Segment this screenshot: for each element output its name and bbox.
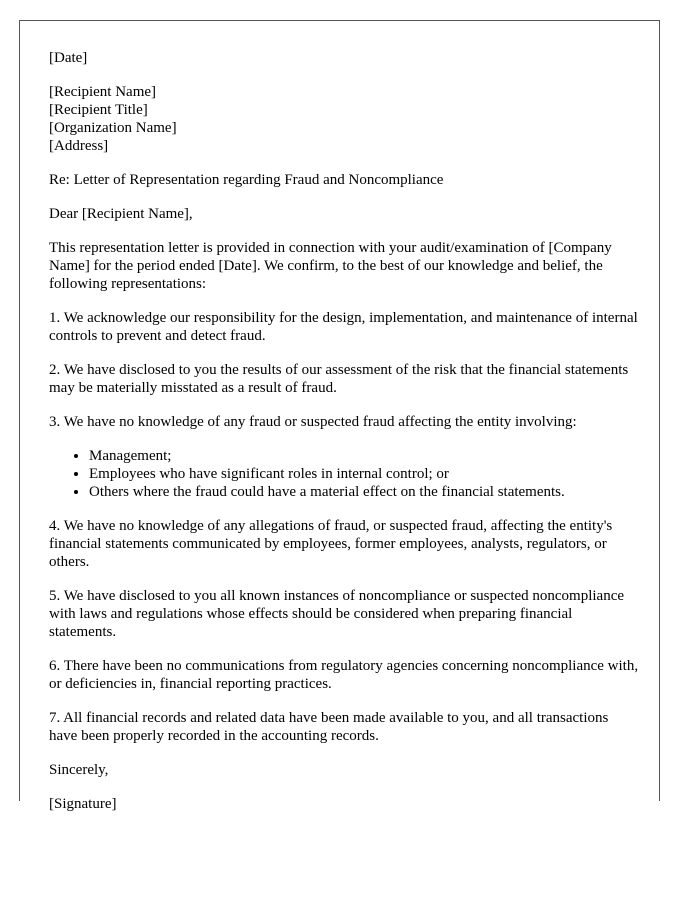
list-item: • Others where the fraud could have a material effect on the financial statements. — [89, 483, 639, 501]
closing: Sincerely, — [49, 762, 109, 778]
representation-item: 3. We have no knowledge of any fraud or suspected fraud affecting the entity involving: — [49, 414, 577, 430]
representation-item: 4. We have no knowledge of any allegations of fraud, or suspected fraud, affecting the entity's financial statements communicated by employees, former employees, analysts, regulators, or others. — [49, 518, 613, 570]
salutation: Dear [Recipient Name], — [49, 206, 193, 222]
subject-line: Re: Letter of Representation regarding Fraud and Noncompliance — [49, 172, 444, 188]
representation-item: 2. We have disclosed to you the results of our assessment of the risk that the financial statements may be materially misstated as a result of fraud. — [49, 362, 629, 396]
recipient-name: [Recipient Name] — [49, 84, 157, 100]
representation-item: 7. All financial records and related data have been made available to you, and all transactions have been properly recorded in the accounting records. — [49, 710, 609, 744]
letter-date: [Date] — [49, 50, 88, 66]
signature: [Signature] — [49, 796, 117, 812]
letter-page — [19, 20, 660, 812]
recipient-organization: [Organization Name] — [49, 120, 177, 136]
representation-item: 5. We have disclosed to you all known instances of noncompliance or suspected noncompliance with laws and regulations whose effects should be considered when preparing financial statements. — [49, 588, 625, 640]
recipient-title: [Recipient Title] — [49, 102, 148, 118]
representation-item: 6. There have been no communications from regulatory agencies concerning noncompliance with, or deficiencies in, financial reporting practices. — [49, 658, 639, 692]
representation-item: 1. We acknowledge our responsibility for the design, implementation, and maintenance of internal controls to prevent and detect fraud. — [49, 310, 638, 344]
recipient-address: [Address] — [49, 138, 109, 154]
fraud-parties-list — [49, 447, 639, 501]
intro-paragraph: This representation letter is provided in connection with your audit/examination of [Company Name] for the period ended [Date]. We confirm, to the best of our knowledge and belief, the following representations: — [49, 240, 612, 292]
recipient-block — [49, 83, 639, 155]
list-item: • Management; — [89, 447, 639, 465]
letter-body — [49, 49, 639, 813]
list-item: • Employees who have significant roles in internal control; or — [89, 465, 639, 483]
